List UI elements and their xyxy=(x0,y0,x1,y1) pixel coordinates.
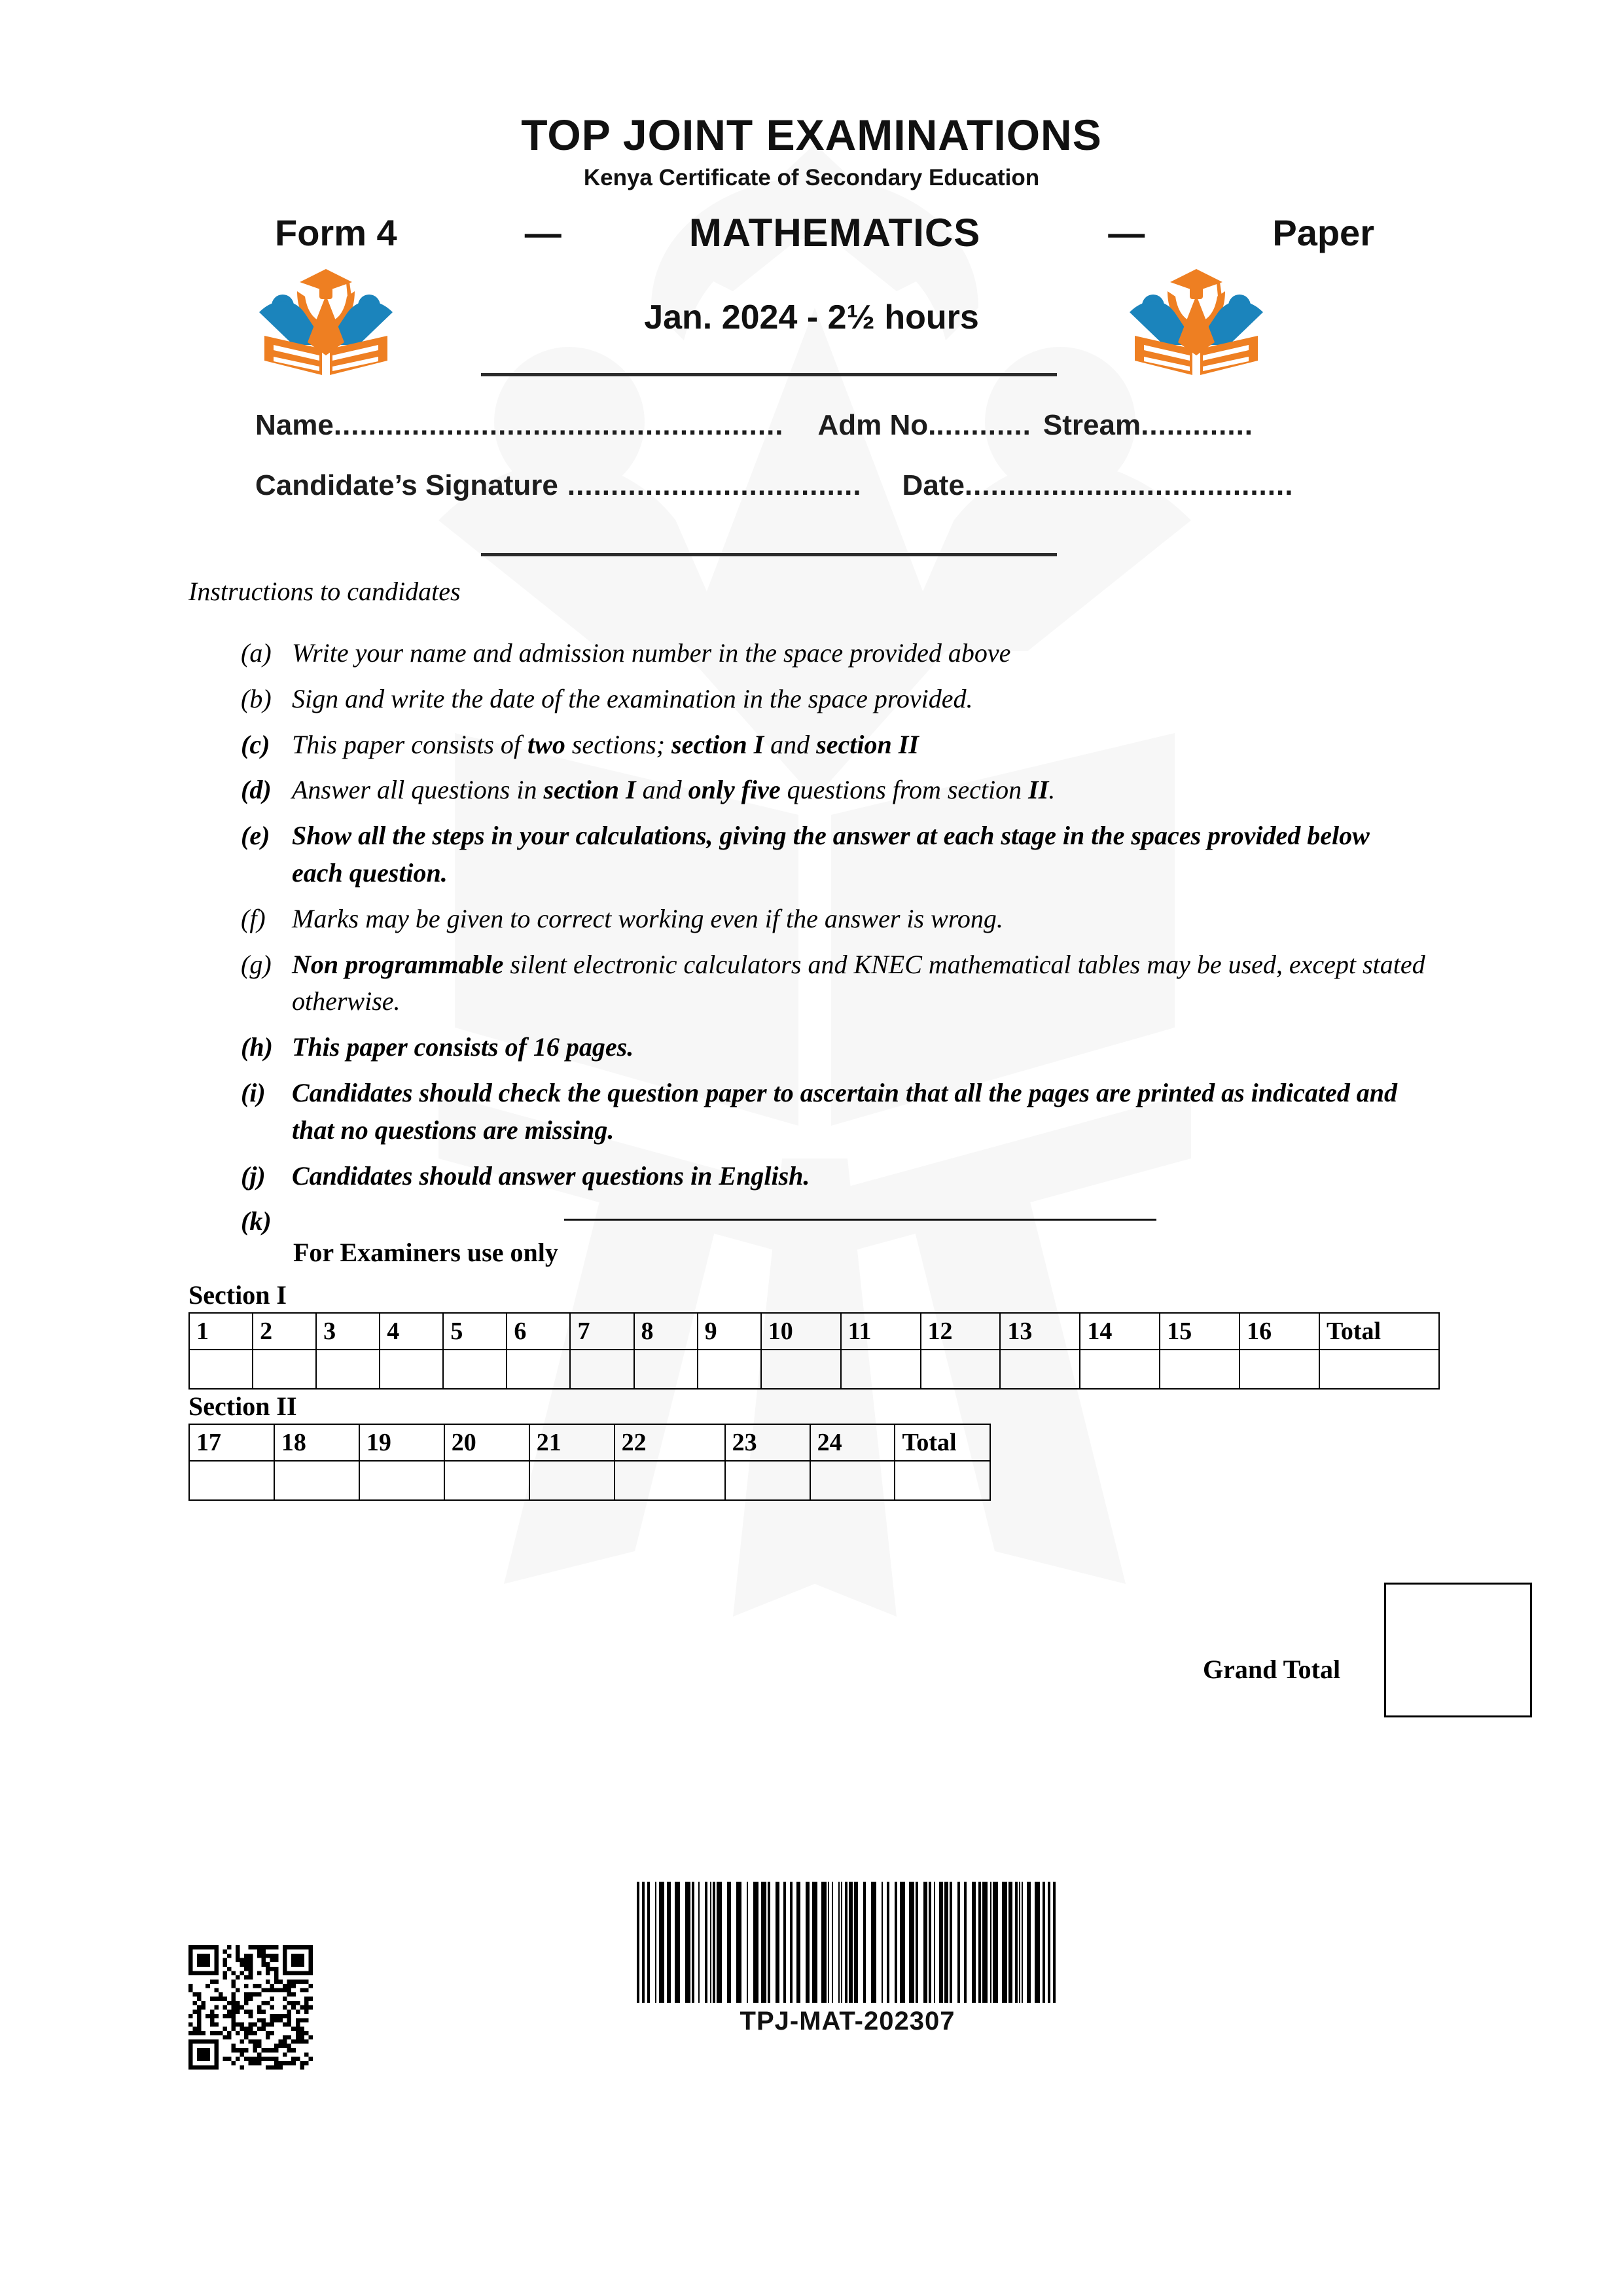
table-header-cell: Total xyxy=(895,1424,990,1461)
subject-title: MATHEMATICS xyxy=(688,210,981,255)
table-cell[interactable] xyxy=(615,1461,725,1500)
grand-total-box[interactable] xyxy=(1384,1583,1532,1717)
instructions-divider-rule xyxy=(564,1219,1156,1221)
instruction-text: Candidates should check the question paper to ascertain that all the pages are printed as indicated and that no questions are missing. xyxy=(292,1077,1398,1145)
table-header-cell: 7 xyxy=(570,1313,633,1350)
table-header-cell: 9 xyxy=(698,1313,761,1350)
table-cell[interactable] xyxy=(529,1461,615,1500)
table-row[interactable] xyxy=(189,1461,990,1500)
adm-no-input-dots[interactable]: ........... xyxy=(936,409,1031,441)
instruction-marker: (e) xyxy=(241,821,270,851)
certificate-subtitle: Kenya Certificate of Secondary Education xyxy=(583,165,1040,190)
table-cell[interactable] xyxy=(507,1350,570,1389)
section-two-label: Section II xyxy=(188,1391,297,1421)
signature-input-dots[interactable]: .................................. xyxy=(567,469,862,501)
form-level: Form 4 xyxy=(275,211,397,253)
instruction-marker: (f) xyxy=(241,903,266,933)
instruction-marker: (j) xyxy=(241,1160,266,1191)
table-cell[interactable] xyxy=(698,1350,761,1389)
table-header-cell: 1 xyxy=(189,1313,253,1350)
table-header-cell: 17 xyxy=(189,1424,274,1461)
instruction-marker: (k) xyxy=(241,1206,272,1236)
instruction-item-j xyxy=(241,1158,1427,1195)
table-header-cell: 15 xyxy=(1160,1313,1240,1350)
table-header-cell: 21 xyxy=(529,1424,615,1461)
table-cell[interactable] xyxy=(921,1350,1001,1389)
instruction-text: Show all the steps in your calculations, giving the answer at each stage in the spaces provided below each question. xyxy=(292,821,1370,888)
table-cell[interactable] xyxy=(1000,1350,1080,1389)
table-cell[interactable] xyxy=(895,1461,990,1500)
table-header-cell: Total xyxy=(1319,1313,1439,1350)
table-cell[interactable] xyxy=(274,1461,359,1500)
table-cell[interactable] xyxy=(1080,1350,1160,1389)
table-header-cell: 5 xyxy=(443,1313,507,1350)
instruction-item-d xyxy=(241,772,1427,809)
name-field-row xyxy=(255,409,1407,442)
instruction-item-h xyxy=(241,1029,1427,1066)
instruction-item-i xyxy=(241,1075,1427,1149)
stream-label: Stream xyxy=(1043,409,1141,441)
table-cell[interactable] xyxy=(380,1350,443,1389)
table-cell[interactable] xyxy=(443,1350,507,1389)
table-header-cell: 10 xyxy=(761,1313,841,1350)
table-header-cell: 6 xyxy=(507,1313,570,1350)
table-header-cell: 18 xyxy=(274,1424,359,1461)
section-one-marks-table[interactable] xyxy=(188,1312,1440,1390)
instruction-item-a xyxy=(241,635,1427,672)
name-label: Name xyxy=(255,409,334,441)
table-header-cell: 2 xyxy=(253,1313,316,1350)
table-header-cell: 8 xyxy=(634,1313,698,1350)
section-two-marks-table[interactable] xyxy=(188,1424,991,1501)
date-label: Date xyxy=(902,469,965,501)
table-header-cell: 4 xyxy=(380,1313,443,1350)
grand-total-label: Grand Total xyxy=(1203,1655,1341,1684)
table-cell[interactable] xyxy=(725,1461,810,1500)
instruction-marker: (h) xyxy=(241,1032,273,1062)
paper-number: Paper xyxy=(1272,211,1374,253)
candidate-details-block xyxy=(255,409,1407,502)
stream-input-dots[interactable]: ............. xyxy=(1141,409,1254,441)
instruction-item-f xyxy=(241,901,1427,938)
signature-field-row xyxy=(255,469,1407,502)
barcode-image xyxy=(632,1882,1063,2003)
table-cell[interactable] xyxy=(1319,1350,1439,1389)
instruction-text: Candidates should answer questions in English. xyxy=(292,1160,810,1191)
barcode-block xyxy=(632,1882,1063,2036)
instruction-marker: (a) xyxy=(241,638,272,668)
table-header-cell: 11 xyxy=(841,1313,921,1350)
instructions-heading: Instructions to candidates xyxy=(188,577,461,606)
instruction-text: Answer all questions in section I and only five questions from section II. xyxy=(292,775,1056,805)
instruction-item-k xyxy=(241,1203,1427,1240)
instruction-marker: (d) xyxy=(241,775,272,805)
instruction-text: Sign and write the date of the examination in the space provided. xyxy=(292,683,973,713)
table-header-cell: 20 xyxy=(444,1424,529,1461)
instruction-text: Marks may be given to correct working even if the answer is wrong. xyxy=(292,903,1003,933)
barcode-label: TPJ-MAT-202307 xyxy=(740,2007,955,2036)
dash-right: — xyxy=(1108,211,1145,253)
instruction-item-c xyxy=(241,726,1427,764)
table-cell[interactable] xyxy=(570,1350,633,1389)
table-row[interactable] xyxy=(189,1350,1439,1389)
instruction-text: Non programmable silent electronic calculators and KNEC mathematical tables may be used, except stated otherwise. xyxy=(292,949,1425,1016)
adm-no-label: Adm No. xyxy=(817,409,936,441)
table-cell[interactable] xyxy=(634,1350,698,1389)
table-header-cell: 12 xyxy=(921,1313,1001,1350)
header-rule-bottom xyxy=(481,553,1057,556)
table-cell[interactable] xyxy=(1240,1350,1319,1389)
dash-left: — xyxy=(524,211,562,253)
instruction-item-b xyxy=(241,681,1427,718)
instruction-marker: (g) xyxy=(241,949,272,979)
instructions-list xyxy=(241,635,1427,1249)
instruction-text: Write your name and admission number in the space provided above xyxy=(292,638,1011,668)
instruction-text: This paper consists of two sections; section I and section II xyxy=(292,729,919,759)
table-cell[interactable] xyxy=(359,1461,444,1500)
signature-label: Candidate’s Signature xyxy=(255,469,558,501)
table-row-headers xyxy=(189,1424,990,1461)
table-header-cell: 24 xyxy=(810,1424,895,1461)
table-header-cell: 13 xyxy=(1000,1313,1080,1350)
table-header-cell: 19 xyxy=(359,1424,444,1461)
qr-code xyxy=(188,1945,313,2070)
table-header-cell: 23 xyxy=(725,1424,810,1461)
date-input-dots[interactable]: ...................................... xyxy=(964,469,1294,501)
table-header-cell: 3 xyxy=(316,1313,380,1350)
exam-session-duration: Jan. 2024 - 2½ hours xyxy=(644,298,979,336)
table-header-cell: 14 xyxy=(1080,1313,1160,1350)
instruction-marker: (b) xyxy=(241,683,272,713)
instruction-item-g xyxy=(241,946,1427,1021)
table-header-cell: 22 xyxy=(615,1424,725,1461)
examiners-use-only-title: For Examiners use only xyxy=(293,1238,558,1267)
instruction-marker: (i) xyxy=(241,1077,266,1107)
table-cell[interactable] xyxy=(189,1350,253,1389)
table-cell[interactable] xyxy=(189,1461,274,1500)
table-row-headers xyxy=(189,1313,1439,1350)
instruction-text: This paper consists of 16 pages. xyxy=(292,1032,634,1062)
table-cell[interactable] xyxy=(810,1461,895,1500)
exam-body-title: TOP JOINT EXAMINATIONS xyxy=(521,111,1102,159)
section-one-label: Section I xyxy=(188,1280,287,1310)
instruction-item-e xyxy=(241,817,1427,892)
header-rule-top xyxy=(481,373,1057,376)
table-cell[interactable] xyxy=(316,1350,380,1389)
paper-identification-row xyxy=(275,196,1374,268)
table-cell[interactable] xyxy=(761,1350,841,1389)
table-cell[interactable] xyxy=(444,1461,529,1500)
name-input-dots[interactable]: .................................................... xyxy=(333,409,784,441)
instruction-marker: (c) xyxy=(241,729,270,759)
table-cell[interactable] xyxy=(253,1350,316,1389)
table-cell[interactable] xyxy=(841,1350,921,1389)
table-cell[interactable] xyxy=(1160,1350,1240,1389)
table-header-cell: 16 xyxy=(1240,1313,1319,1350)
